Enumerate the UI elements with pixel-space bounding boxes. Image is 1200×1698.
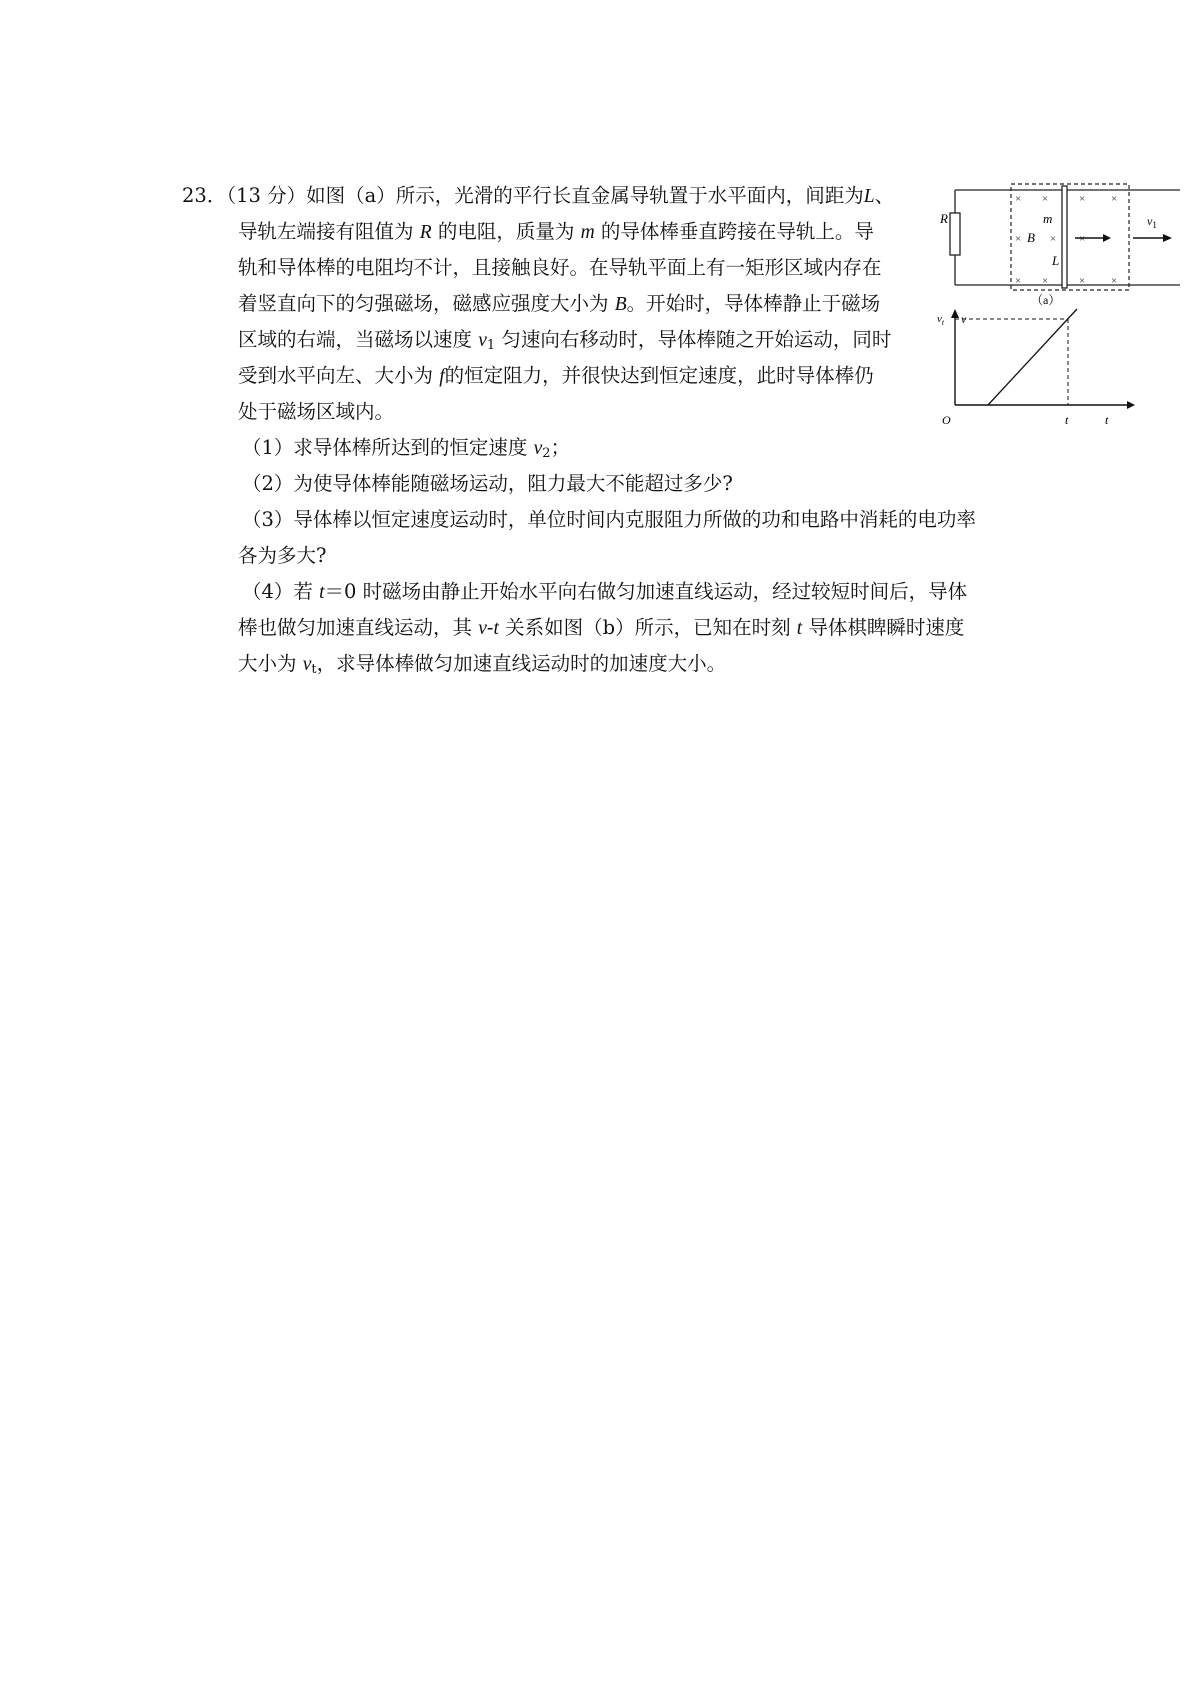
question-3-cont xyxy=(238,541,326,571)
symbol-t: t xyxy=(493,618,499,639)
symbol-B: B xyxy=(614,294,627,315)
symbol-R: R xyxy=(419,222,432,243)
problem-line-4 xyxy=(238,289,880,320)
figure-a-caption: （a） xyxy=(1031,293,1061,307)
text: 大小为 xyxy=(238,652,297,675)
label-B: B xyxy=(1027,230,1035,245)
figure-a-circuit xyxy=(935,180,1180,315)
text: 的电阻，质量为 xyxy=(437,220,575,243)
field-velocity-arrowhead xyxy=(1163,234,1172,242)
label-m: m xyxy=(1043,211,1053,226)
subscript: 1 xyxy=(1152,220,1157,230)
text: （1）求导体棒所达到的恒定速度 xyxy=(242,436,528,459)
problem-line-5 xyxy=(238,325,891,356)
problem-line-1 xyxy=(182,181,894,212)
text: 导轨左端接有阻值为 xyxy=(238,220,414,243)
v-axis-arrowhead xyxy=(951,309,959,318)
symbol-t: t xyxy=(796,618,803,639)
symbol-v: v xyxy=(478,330,487,351)
cross: × xyxy=(1050,233,1057,245)
figure-b-vt-graph xyxy=(935,308,1135,428)
text: 着竖直向下的匀强磁场，磁感应强度大小为 xyxy=(238,292,609,315)
question-2 xyxy=(242,469,733,499)
subscript: t xyxy=(941,318,945,327)
symbol-t: t xyxy=(319,582,325,603)
question-4-line-3 xyxy=(238,649,726,680)
rod-arrowhead xyxy=(1103,234,1111,242)
cross: × xyxy=(1015,275,1022,287)
symbol-v: v xyxy=(478,618,487,639)
cross: × xyxy=(1042,275,1049,287)
symbol-L: L xyxy=(863,186,875,207)
text: 处于磁场区域内。 xyxy=(238,400,395,423)
text: （4）若 xyxy=(242,580,313,603)
label-L: L xyxy=(1052,253,1060,268)
text: ，求导体棒做匀加速直线运动时的加速度大小。 xyxy=(316,652,727,675)
text: ； xyxy=(550,436,571,459)
subscript: t xyxy=(311,662,317,677)
problem-line-2 xyxy=(238,217,874,248)
problem-number: 23． xyxy=(182,184,227,207)
t-mark-label: t xyxy=(1065,413,1069,427)
problem-points: （13 分） xyxy=(226,184,307,207)
text: 如图（a）所示，光滑的平行长直金属导轨置于水平面内，间距为 xyxy=(306,184,864,207)
question-4-line-2 xyxy=(238,613,964,644)
subscript: 1 xyxy=(486,338,496,353)
cross: × xyxy=(1079,233,1086,245)
symbol-v: v xyxy=(1147,214,1153,228)
text: 轨和导体棒的电阻均不计，且接触良好。在导轨平面上有一矩形区域内存在 xyxy=(238,256,882,279)
text: 。开始时，导体棒静止于磁场 xyxy=(626,292,881,315)
v-axis-label: v xyxy=(961,312,967,326)
text: 匀速向右移动时，导体棒随之开始运动，同时 xyxy=(501,328,892,351)
cross: × xyxy=(1015,233,1022,245)
question-4 xyxy=(242,577,967,608)
text: （3）导体棒以恒定速度运动时，单位时间内克服阻力所做的功和电路中消耗的电功率 xyxy=(242,508,976,531)
text: （2）为使导体棒能随磁场运动，阻力最大不能超过多少? xyxy=(242,472,733,495)
problem-line-6 xyxy=(238,361,874,392)
text: ＝0 时磁场由静止开始水平向右做匀加速直线运动，经过较短时间后，导体 xyxy=(324,580,968,603)
label-v1 xyxy=(1147,214,1157,230)
text: 棒也做匀加速直线运动，其 xyxy=(238,616,473,639)
conductor-rod xyxy=(1062,186,1067,288)
velocity-line xyxy=(988,309,1077,405)
cross: × xyxy=(1042,193,1049,205)
resistor xyxy=(950,213,960,255)
text: - xyxy=(486,616,494,639)
symbol-m: m xyxy=(580,222,595,243)
text: 、 xyxy=(874,184,895,207)
symbol-v: v xyxy=(533,438,543,459)
text: 的导体棒垂直跨接在导轨上。导 xyxy=(600,220,874,243)
text: 受到水平向左、大小为 xyxy=(238,364,434,387)
cross: × xyxy=(1111,275,1118,287)
cross: × xyxy=(1015,193,1022,205)
text: 的恒定阻力，并很快达到恒定速度，此时导体棒仍 xyxy=(444,364,874,387)
symbol-v: v xyxy=(937,313,942,325)
text: 导体棋睥瞬时速度 xyxy=(808,616,965,639)
cross: × xyxy=(1079,275,1086,287)
t-axis-arrowhead xyxy=(1127,401,1135,409)
symbol-f: f xyxy=(439,366,445,387)
text: 关系如图（b）所示，已知在时刻 xyxy=(505,616,791,639)
cross: × xyxy=(1079,193,1086,205)
symbol-v: v xyxy=(302,654,312,675)
question-3 xyxy=(242,505,976,535)
cross: × xyxy=(1111,193,1118,205)
text: 区域的右端，当磁场以速度 xyxy=(238,328,473,351)
problem-line-3 xyxy=(238,253,882,283)
question-1 xyxy=(242,433,570,464)
text: 各为多大? xyxy=(238,544,327,567)
label-vt xyxy=(937,313,945,327)
origin-label: O xyxy=(942,413,951,427)
problem-line-7 xyxy=(238,397,394,427)
t-axis-label: t xyxy=(1105,413,1109,427)
subscript: 2 xyxy=(542,446,551,461)
label-R: R xyxy=(940,211,948,226)
